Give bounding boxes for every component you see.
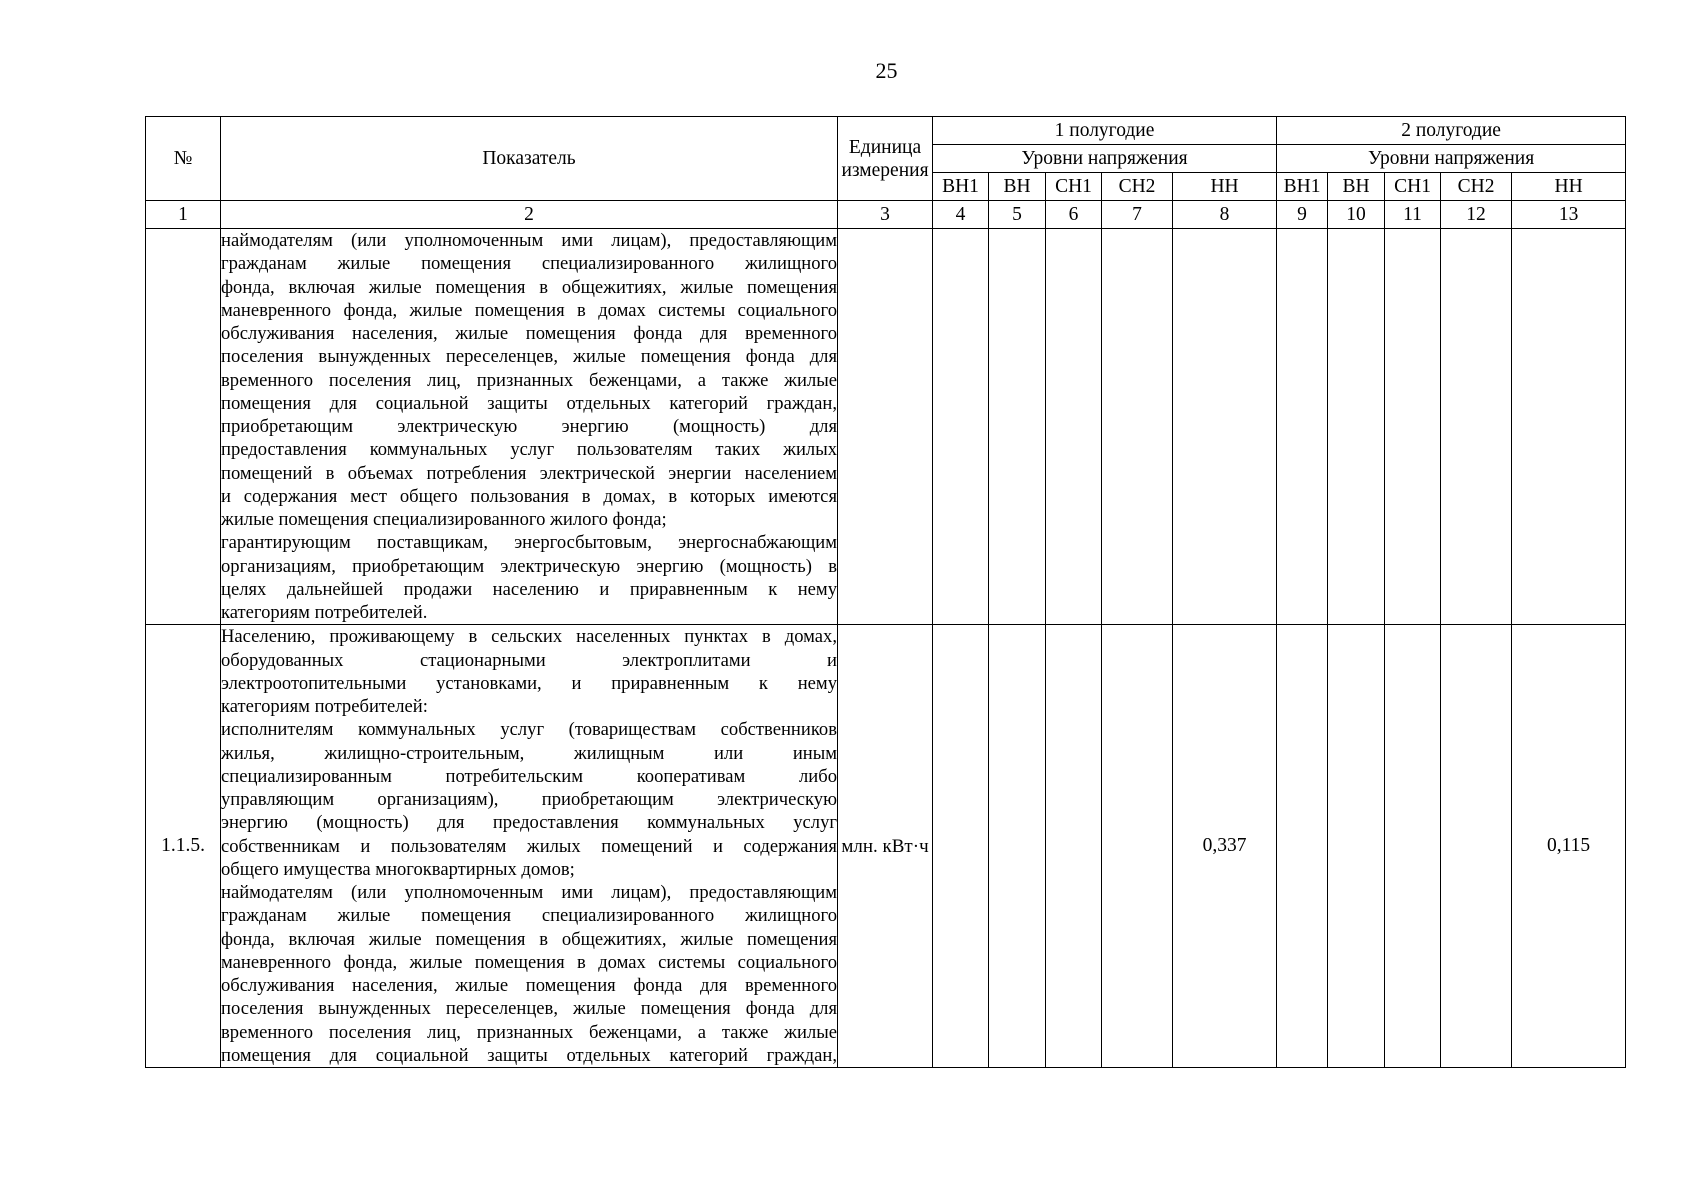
indicator-line: фонда, включая жилые помещения в общежитиях, жилые помещения (221, 276, 837, 298)
column-number: 6 (1046, 201, 1102, 229)
indicator-line: поселения вынужденных переселенцев, жилые помещения фонда для (221, 998, 837, 1020)
header-voltage-levels-2: Уровни напряжения (1277, 145, 1626, 173)
row-number: 1.1.5. (146, 625, 221, 1068)
tariff-table (145, 116, 1626, 1068)
value-cell (1277, 229, 1328, 625)
indicator-line: специализированным потребительским кооперативам либо (221, 765, 837, 787)
indicator-line: управляющим организациям), приобретающим электрическую (221, 789, 837, 810)
value-cell (1385, 625, 1441, 1068)
value-cell (933, 625, 989, 1068)
indicator-line: жилья, жилищно-строительным, жилищным или иным (221, 742, 837, 764)
indicator-line: гражданам жилые помещения специализированного жилищного (221, 253, 837, 275)
value-cell (1102, 229, 1173, 625)
level-header: ВН (1328, 173, 1385, 201)
column-number: 12 (1441, 201, 1512, 229)
header-unit: Единица измерения (838, 117, 933, 201)
table-row (146, 229, 1626, 625)
indicator-line: маневренного фонда, жилые помещения в домах системы социального (221, 951, 837, 973)
value-cell (989, 229, 1046, 625)
column-number: 7 (1102, 201, 1173, 229)
indicator-line: помещения для социальной защиты отдельных категорий граждан, (221, 1044, 837, 1066)
column-number: 9 (1277, 201, 1328, 229)
table-row (146, 625, 1626, 1068)
indicator-line: обслуживания населения, жилые помещения фонда для временного (221, 323, 837, 344)
indicator-line: наймодателям (или уполномоченным ими лицам), предоставляющим (221, 230, 837, 251)
column-number: 13 (1512, 201, 1626, 229)
indicator-line: гарантирующим поставщикам, энергосбытовым, энергоснабжающим (221, 532, 837, 554)
indicator-line: категориям потребителей. (221, 602, 428, 623)
unit-cell (838, 229, 933, 625)
unit-cell: млн. кВт·ч (838, 625, 933, 1068)
indicator-line: наймодателям (или уполномоченным ими лицам), предоставляющим (221, 882, 837, 903)
value-cell (1328, 625, 1385, 1068)
indicator-line: гражданам жилые помещения специализированного жилищного (221, 905, 837, 927)
level-header: СН2 (1102, 173, 1173, 201)
header-half-2: 2 полугодие (1277, 117, 1626, 145)
value-cell (1441, 229, 1512, 625)
indicator-line: целях дальнейшей продажи населению и приравненным к нему (221, 578, 837, 600)
level-header: СН2 (1441, 173, 1512, 201)
level-header: СН1 (1046, 173, 1102, 201)
indicator-text (221, 229, 838, 625)
column-number: 11 (1385, 201, 1441, 229)
column-number: 1 (146, 201, 221, 229)
indicator-line: категориям потребителей: (221, 696, 428, 717)
value-cell (1441, 625, 1512, 1068)
indicator-line: обслуживания населения, жилые помещения фонда для временного (221, 975, 837, 996)
indicator-line: исполнителям коммунальных услуг (товариществам собственников (221, 719, 837, 741)
indicator-line: энергию (мощность) для предоставления коммунальных услуг (221, 812, 837, 834)
value-cell: 0,337 (1173, 625, 1277, 1068)
level-header: СН1 (1385, 173, 1441, 201)
header-number: № (146, 117, 221, 201)
row-number (146, 229, 221, 625)
column-number: 8 (1173, 201, 1277, 229)
value-cell (1173, 229, 1277, 625)
column-number: 3 (838, 201, 933, 229)
header-indicator: Показатель (221, 117, 838, 201)
indicator-line: Населению, проживающему в сельских населенных пунктах в домах, (221, 626, 837, 648)
indicator-line: фонда, включая жилые помещения в общежитиях, жилые помещения (221, 928, 837, 950)
value-cell (1046, 625, 1102, 1068)
value-cell (1385, 229, 1441, 625)
indicator-line: оборудованных стационарными электроплитами и (221, 649, 837, 671)
indicator-line: собственникам и пользователям жилых помещений и содержания (221, 835, 837, 857)
indicator-line: жилые помещения специализированного жилого фонда; (221, 509, 667, 530)
level-header: ВН1 (1277, 173, 1328, 201)
indicator-line: предоставления коммунальных услуг пользователям таких жилых (221, 439, 837, 461)
value-cell (1046, 229, 1102, 625)
value-cell (933, 229, 989, 625)
indicator-line: поселения вынужденных переселенцев, жилые помещения фонда для (221, 346, 837, 368)
value-cell (1277, 625, 1328, 1068)
indicator-line: общего имущества многоквартирных домов; (221, 858, 575, 880)
value-cell (989, 625, 1046, 1068)
column-number: 4 (933, 201, 989, 229)
indicator-line: помещения для социальной защиты отдельных категорий граждан, (221, 392, 837, 414)
indicator-line: временного поселения лиц, признанных беженцами, а также жилые (221, 369, 837, 391)
indicator-line: и содержания мест общего пользования в домах, в которых имеются (221, 485, 837, 507)
indicator-line: электроотопительными установками, и приравненным к нему (221, 672, 837, 694)
indicator-line: временного поселения лиц, признанных беженцами, а также жилые (221, 1021, 837, 1043)
indicator-line: организациям, приобретающим электрическую энергию (мощность) в (221, 555, 837, 577)
value-cell (1512, 229, 1626, 625)
indicator-line: помещений в объемах потребления электрической энергии населением (221, 462, 837, 484)
level-header: ВН1 (933, 173, 989, 201)
level-header: НН (1512, 173, 1626, 201)
column-number: 10 (1328, 201, 1385, 229)
indicator-text (221, 625, 838, 1068)
indicator-line: приобретающим электрическую энергию (мощность) для (221, 416, 837, 437)
value-cell (1328, 229, 1385, 625)
level-header: ВН (989, 173, 1046, 201)
value-cell: 0,115 (1512, 625, 1626, 1068)
header-half-1: 1 полугодие (933, 117, 1277, 145)
indicator-line: маневренного фонда, жилые помещения в домах системы социального (221, 299, 837, 321)
column-number: 2 (221, 201, 838, 229)
value-cell (1102, 625, 1173, 1068)
level-header: НН (1173, 173, 1277, 201)
page-number: 25 (875, 58, 898, 83)
header-voltage-levels-1: Уровни напряжения (933, 145, 1277, 173)
column-number: 5 (989, 201, 1046, 229)
